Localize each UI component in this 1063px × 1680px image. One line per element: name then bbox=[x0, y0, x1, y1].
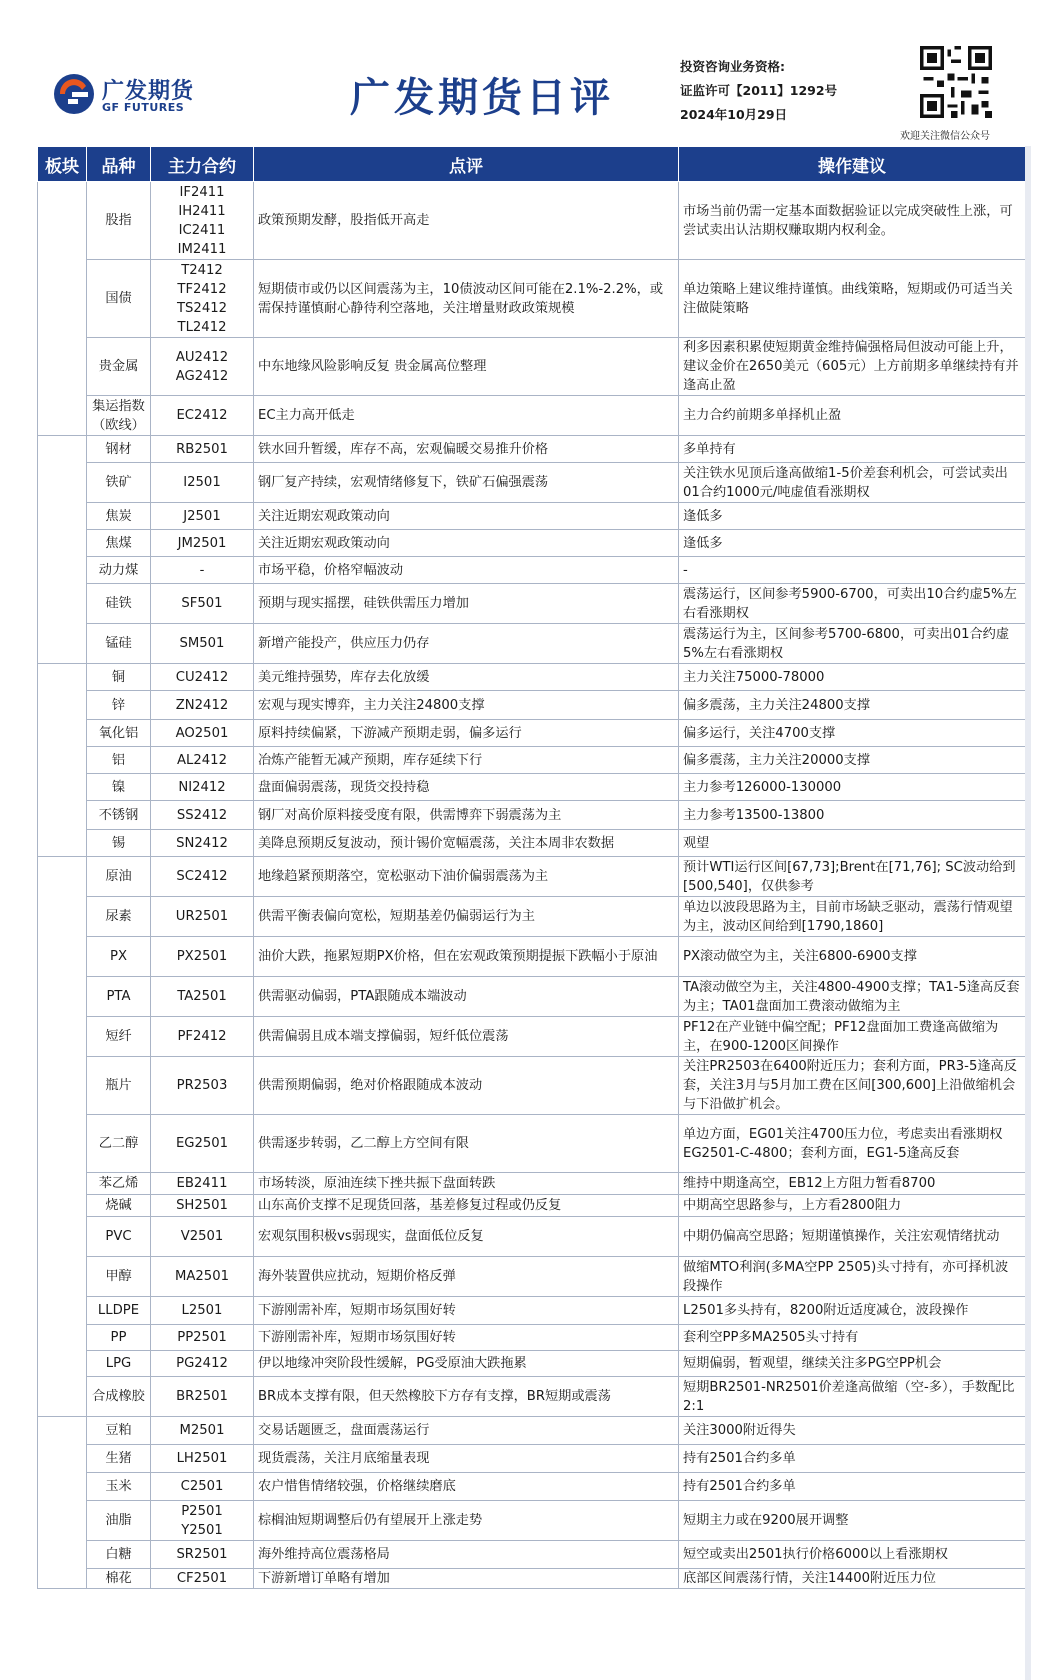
table-row bbox=[38, 338, 1026, 396]
comment-cell: 海外装置供应扰动，短期价格反弹 bbox=[254, 1257, 679, 1297]
logo-chinese-name: 广发期货 bbox=[102, 79, 195, 104]
contract-cell: P2501 Y2501 bbox=[151, 1501, 254, 1541]
table-body bbox=[38, 182, 1026, 1589]
table-row bbox=[38, 463, 1026, 503]
contract-cell: UR2501 bbox=[151, 897, 254, 937]
comment-cell: 铁水回升暂缓，库存不高，宏观偏暖交易推升价格 bbox=[254, 436, 679, 463]
product-cell: 豆粕 bbox=[87, 1417, 151, 1445]
comment-cell: 市场平稳，价格窄幅波动 bbox=[254, 557, 679, 584]
comment-cell: 现货震荡，关注月底缩量表现 bbox=[254, 1445, 679, 1473]
table-row bbox=[38, 747, 1026, 774]
table-row bbox=[38, 1501, 1026, 1541]
advice-cell: 逢低多 bbox=[679, 503, 1026, 530]
advice-cell: 偏多震荡，主力关注20000支撑 bbox=[679, 747, 1026, 774]
product-cell: 瓶片 bbox=[87, 1057, 151, 1115]
table-row bbox=[38, 557, 1026, 584]
table-row bbox=[38, 720, 1026, 747]
contract-cell: JM2501 bbox=[151, 530, 254, 557]
product-cell: LLDPE bbox=[87, 1297, 151, 1325]
contract-cell: SF501 bbox=[151, 584, 254, 624]
table-row bbox=[38, 857, 1026, 897]
comment-cell: BR成本支撑有限，但天然橡胶下方存有支撑，BR短期或震荡 bbox=[254, 1377, 679, 1417]
product-cell: 烧碱 bbox=[87, 1195, 151, 1217]
product-cell: 生猪 bbox=[87, 1445, 151, 1473]
product-cell: 贵金属 bbox=[87, 338, 151, 396]
comment-cell: 市场转淡，原油连续下挫共振下盘面转跌 bbox=[254, 1173, 679, 1195]
contract-cell: BR2501 bbox=[151, 1377, 254, 1417]
contract-cell: V2501 bbox=[151, 1217, 254, 1257]
comment-cell: 交易话题匮乏，盘面震荡运行 bbox=[254, 1417, 679, 1445]
table-row bbox=[38, 1297, 1026, 1325]
table-row bbox=[38, 1377, 1026, 1417]
table-header-row bbox=[38, 147, 1026, 182]
comment-cell: 棕榈油短期调整后仍有望展开上涨走势 bbox=[254, 1501, 679, 1541]
advice-cell: 单边方面，EG01关注4700压力位，考虑卖出看涨期权EG2501-C-4800；套利方面，EG1-5逢高反套 bbox=[679, 1115, 1026, 1173]
contract-cell: CF2501 bbox=[151, 1569, 254, 1589]
advice-cell: 多单持有 bbox=[679, 436, 1026, 463]
product-cell: 锌 bbox=[87, 691, 151, 720]
advice-cell: 利多因素积累使短期黄金维持偏强格局但波动可能上升，建议金价在2650美元（605元）上方前期多单继续持有并逢高止盈 bbox=[679, 338, 1026, 396]
product-cell: 不锈钢 bbox=[87, 801, 151, 830]
comment-cell: 油价大跌，拖累短期PX价格，但在宏观政策预期提振下跌幅小于原油 bbox=[254, 937, 679, 977]
contract-cell: C2501 bbox=[151, 1473, 254, 1501]
table-row bbox=[38, 1569, 1026, 1589]
table-row bbox=[38, 1417, 1026, 1445]
advice-cell: 关注3000附近得失 bbox=[679, 1417, 1026, 1445]
sector-cell-finance: 金融 bbox=[38, 182, 87, 436]
product-cell: 焦煤 bbox=[87, 530, 151, 557]
contract-cell: - bbox=[151, 557, 254, 584]
advice-cell: PF12在产业链中偏空配；PF12盘面加工费逢高做缩为主，在900-1200区间操作 bbox=[679, 1017, 1026, 1057]
advice-cell: TA滚动做空为主，关注4800-4900支撑；TA1-5逢高反套为主；TA01盘面加工费滚动做缩为主 bbox=[679, 977, 1026, 1017]
product-cell: 集运指数 （欧线） bbox=[87, 396, 151, 436]
column-header-product: 品种 bbox=[87, 147, 151, 182]
product-cell: 股指 bbox=[87, 182, 151, 260]
contract-cell: PF2412 bbox=[151, 1017, 254, 1057]
table-row bbox=[38, 1541, 1026, 1569]
product-cell: 乙二醇 bbox=[87, 1115, 151, 1173]
advice-cell: 主力合约前期多单择机止盈 bbox=[679, 396, 1026, 436]
table-row bbox=[38, 1195, 1026, 1217]
comment-cell: 新增产能投产，供应压力仍存 bbox=[254, 624, 679, 664]
advice-cell: 逢低多 bbox=[679, 530, 1026, 557]
comment-cell: 政策预期发酵，股指低开高走 bbox=[254, 182, 679, 260]
advice-cell: 短期偏弱，暂观望，继续关注多PG空PP机会 bbox=[679, 1351, 1026, 1377]
contract-cell: AO2501 bbox=[151, 720, 254, 747]
table-row bbox=[38, 1057, 1026, 1115]
contract-cell: CU2412 bbox=[151, 664, 254, 691]
contract-cell: SN2412 bbox=[151, 830, 254, 857]
product-cell: PP bbox=[87, 1325, 151, 1351]
comment-cell: 原料持续偏紧，下游减产预期走弱，偏多运行 bbox=[254, 720, 679, 747]
contract-cell: EB2411 bbox=[151, 1173, 254, 1195]
qualification-line-1: 投资咨询业务资格: bbox=[680, 59, 785, 74]
contract-cell: AU2412 AG2412 bbox=[151, 338, 254, 396]
comment-cell: 美降息预期反复波动，预计锡价宽幅震荡，关注本周非农数据 bbox=[254, 830, 679, 857]
comment-cell: 供需逐步转弱，乙二醇上方空间有限 bbox=[254, 1115, 679, 1173]
table-row bbox=[38, 1257, 1026, 1297]
sector-cell-nonferrous: 有色 bbox=[38, 664, 87, 857]
table-row bbox=[38, 503, 1026, 530]
contract-cell: AL2412 bbox=[151, 747, 254, 774]
right-edge-bar bbox=[1025, 146, 1031, 1680]
advice-cell: 套利空PP多MA2505头寸持有 bbox=[679, 1325, 1026, 1351]
table-row bbox=[38, 801, 1026, 830]
contract-cell: SH2501 bbox=[151, 1195, 254, 1217]
table-row bbox=[38, 1351, 1026, 1377]
table-row bbox=[38, 1473, 1026, 1501]
comment-cell: 中东地缘风险影响反复 贵金属高位整理 bbox=[254, 338, 679, 396]
table-row bbox=[38, 1325, 1026, 1351]
report-date: 2024年10月29日 bbox=[680, 107, 788, 122]
comment-cell: 供需偏弱且成本端支撑偏弱，短纤低位震荡 bbox=[254, 1017, 679, 1057]
contract-cell: SM501 bbox=[151, 624, 254, 664]
comment-cell: 供需驱动偏弱，PTA跟随成本端波动 bbox=[254, 977, 679, 1017]
product-cell: 氧化铝 bbox=[87, 720, 151, 747]
advice-cell: 主力参考13500-13800 bbox=[679, 801, 1026, 830]
advice-cell: 维持中期逢高空，EB12上方阻力暂看8700 bbox=[679, 1173, 1026, 1195]
contract-cell: PX2501 bbox=[151, 937, 254, 977]
advice-cell: 震荡运行为主，区间参考5700-6800，可卖出01合约虚5%左右看涨期权 bbox=[679, 624, 1026, 664]
advice-cell: L2501多头持有，8200附近适度减仓，波段操作 bbox=[679, 1297, 1026, 1325]
comment-cell: 伊以地缘冲突阶段性缓解，PG受原油大跌拖累 bbox=[254, 1351, 679, 1377]
contract-cell: LH2501 bbox=[151, 1445, 254, 1473]
table-row bbox=[38, 774, 1026, 801]
table-row bbox=[38, 691, 1026, 720]
comment-cell: 美元维持强势，库存去化放缓 bbox=[254, 664, 679, 691]
advice-cell: 预计WTI运行区间[67,73];Brent在[71,76]; SC波动给到[500,540]，仅供参考 bbox=[679, 857, 1026, 897]
advice-cell: 底部区间震荡行情，关注14400附近压力位 bbox=[679, 1569, 1026, 1589]
comment-cell: 海外维持高位震荡格局 bbox=[254, 1541, 679, 1569]
comment-cell: 预期与现实摇摆，硅铁供需压力增加 bbox=[254, 584, 679, 624]
comment-cell: 关注近期宏观政策动向 bbox=[254, 503, 679, 530]
product-cell: 原油 bbox=[87, 857, 151, 897]
comment-cell: 农户惜售情绪较强，价格继续磨底 bbox=[254, 1473, 679, 1501]
contract-cell: PR2503 bbox=[151, 1057, 254, 1115]
contract-cell: SC2412 bbox=[151, 857, 254, 897]
product-cell: 棉花 bbox=[87, 1569, 151, 1589]
advice-cell: 偏多运行，关注4700支撑 bbox=[679, 720, 1026, 747]
advice-cell: 关注PR2503在6400附近压力；套利方面，PR3-5逢高反套，关注3月与5月加工费在区间[300,600]上沿做缩机会与下沿做扩机会。 bbox=[679, 1057, 1026, 1115]
product-cell: 短纤 bbox=[87, 1017, 151, 1057]
daily-review-table bbox=[37, 146, 1026, 1589]
table-row bbox=[38, 182, 1026, 260]
product-cell: 焦炭 bbox=[87, 503, 151, 530]
column-header-sector: 板块 bbox=[38, 147, 87, 182]
contract-cell: PP2501 bbox=[151, 1325, 254, 1351]
advice-cell: 观望 bbox=[679, 830, 1026, 857]
advice-cell: 做缩MTO利润(多MA空PP 2505)头寸持有，亦可择机波段操作 bbox=[679, 1257, 1026, 1297]
product-cell: PX bbox=[87, 937, 151, 977]
product-cell: 铜 bbox=[87, 664, 151, 691]
contract-cell: EG2501 bbox=[151, 1115, 254, 1173]
sector-cell-black: 黑色 bbox=[38, 436, 87, 664]
qualification-block bbox=[680, 55, 837, 127]
table-row bbox=[38, 977, 1026, 1017]
product-cell: 动力煤 bbox=[87, 557, 151, 584]
product-cell: PVC bbox=[87, 1217, 151, 1257]
comment-cell: 山东高价支撑不足现货回落，基差修复过程或仍反复 bbox=[254, 1195, 679, 1217]
product-cell: 苯乙烯 bbox=[87, 1173, 151, 1195]
advice-cell: PX滚动做空为主，关注6800-6900支撑 bbox=[679, 937, 1026, 977]
table-row bbox=[38, 1017, 1026, 1057]
contract-cell: NI2412 bbox=[151, 774, 254, 801]
comment-cell: 短期债市或仍以区间震荡为主，10债波动区间可能在2.1%-2.2%，或需保持谨慎耐心静待利空落地，关注增量财政政策规模 bbox=[254, 260, 679, 338]
page-title: 广发期货日评 bbox=[350, 75, 614, 121]
contract-cell: ZN2412 bbox=[151, 691, 254, 720]
advice-cell: 偏多震荡，主力关注24800支撑 bbox=[679, 691, 1026, 720]
contract-cell: SS2412 bbox=[151, 801, 254, 830]
advice-cell: 中期高空思路参与，上方看2800阻力 bbox=[679, 1195, 1026, 1217]
product-cell: 尿素 bbox=[87, 897, 151, 937]
comment-cell: 盘面偏弱震荡，现货交投持稳 bbox=[254, 774, 679, 801]
contract-cell: M2501 bbox=[151, 1417, 254, 1445]
product-cell: LPG bbox=[87, 1351, 151, 1377]
product-cell: 国债 bbox=[87, 260, 151, 338]
table-row bbox=[38, 530, 1026, 557]
advice-cell: 持有2501合约多单 bbox=[679, 1473, 1026, 1501]
contract-cell: TA2501 bbox=[151, 977, 254, 1017]
product-cell: 锡 bbox=[87, 830, 151, 857]
product-cell: 钢材 bbox=[87, 436, 151, 463]
table-row bbox=[38, 830, 1026, 857]
logo-english-name: GF FUTURES bbox=[102, 101, 185, 114]
product-cell: 甲醇 bbox=[87, 1257, 151, 1297]
contract-cell: SR2501 bbox=[151, 1541, 254, 1569]
product-cell: 白糖 bbox=[87, 1541, 151, 1569]
contract-cell: J2501 bbox=[151, 503, 254, 530]
advice-cell: 持有2501合约多单 bbox=[679, 1445, 1026, 1473]
product-cell: 合成橡胶 bbox=[87, 1377, 151, 1417]
comment-cell: 关注近期宏观政策动向 bbox=[254, 530, 679, 557]
product-cell: 铁矿 bbox=[87, 463, 151, 503]
advice-cell: 单边以波段思路为主，目前市场缺乏驱动，震荡行情观望为主，波动区间给到[1790,1860] bbox=[679, 897, 1026, 937]
comment-cell: EC主力高开低走 bbox=[254, 396, 679, 436]
product-cell: 玉米 bbox=[87, 1473, 151, 1501]
contract-cell: I2501 bbox=[151, 463, 254, 503]
contract-cell: MA2501 bbox=[151, 1257, 254, 1297]
contract-cell: RB2501 bbox=[151, 436, 254, 463]
gf-logo-icon bbox=[52, 72, 96, 116]
contract-cell: PG2412 bbox=[151, 1351, 254, 1377]
comment-cell: 地缘趋紧预期落空，宽松驱动下油价偏弱震荡为主 bbox=[254, 857, 679, 897]
product-cell: 硅铁 bbox=[87, 584, 151, 624]
table-row bbox=[38, 1217, 1026, 1257]
table-row bbox=[38, 436, 1026, 463]
contract-cell: L2501 bbox=[151, 1297, 254, 1325]
qualification-line-2: 证监许可【2011】1292号 bbox=[680, 83, 838, 98]
advice-cell: 单边策略上建议维持谨慎。曲线策略，短期或仍可适当关注做陡策略 bbox=[679, 260, 1026, 338]
column-header-comment: 点评 bbox=[254, 147, 679, 182]
sector-cell-energy: 能源 化工 bbox=[38, 857, 87, 1417]
comment-cell: 下游刚需补库，短期市场氛围好转 bbox=[254, 1325, 679, 1351]
advice-cell: 关注铁水见顶后逢高做缩1-5价差套利机会，可尝试卖出01合约1000元/吨虚值看涨期权 bbox=[679, 463, 1026, 503]
column-header-contract: 主力合约 bbox=[151, 147, 254, 182]
advice-cell: 市场当前仍需一定基本面数据验证以完成突破性上涨，可尝试卖出认沽期权赚取期内权利金。 bbox=[679, 182, 1026, 260]
contract-cell: IF2411 IH2411 IC2411 IM2411 bbox=[151, 182, 254, 260]
advice-cell: 震荡运行，区间参考5900-6700，可卖出10合约虚5%左右看涨期权 bbox=[679, 584, 1026, 624]
advice-cell: - bbox=[679, 557, 1026, 584]
table-row bbox=[38, 1445, 1026, 1473]
comment-cell: 供需平衡表偏向宽松，短期基差仍偏弱运行为主 bbox=[254, 897, 679, 937]
advice-cell: 主力关注75000-78000 bbox=[679, 664, 1026, 691]
qr-caption: 欢迎关注微信公众号 bbox=[900, 131, 990, 142]
comment-cell: 供需预期偏弱，绝对价格跟随成本波动 bbox=[254, 1057, 679, 1115]
table-row bbox=[38, 396, 1026, 436]
contract-cell: EC2412 bbox=[151, 396, 254, 436]
comment-cell: 宏观氛围积极vs弱现实，盘面低位反复 bbox=[254, 1217, 679, 1257]
comment-cell: 下游新增订单略有增加 bbox=[254, 1569, 679, 1589]
table-row bbox=[38, 664, 1026, 691]
advice-cell: 主力参考126000-130000 bbox=[679, 774, 1026, 801]
comment-cell: 冶炼产能暂无减产预期，库存延续下行 bbox=[254, 747, 679, 774]
column-header-advice: 操作建议 bbox=[679, 147, 1026, 182]
advice-cell: 中期仍偏高空思路；短期谨慎操作，关注宏观情绪扰动 bbox=[679, 1217, 1026, 1257]
table-row bbox=[38, 937, 1026, 977]
product-cell: 铝 bbox=[87, 747, 151, 774]
contract-cell: T2412 TF2412 TS2412 TL2412 bbox=[151, 260, 254, 338]
table-row bbox=[38, 897, 1026, 937]
product-cell: 油脂 bbox=[87, 1501, 151, 1541]
report-header bbox=[0, 0, 1063, 145]
wechat-qr-code-icon bbox=[920, 46, 992, 118]
table-row bbox=[38, 1173, 1026, 1195]
comment-cell: 下游刚需补库，短期市场氛围好转 bbox=[254, 1297, 679, 1325]
advice-cell: 短空或卖出2501执行价格6000以上看涨期权 bbox=[679, 1541, 1026, 1569]
table-row bbox=[38, 624, 1026, 664]
gf-futures-logo bbox=[52, 72, 212, 122]
comment-cell: 钢厂对高价原料接受度有限，供需博弈下弱震荡为主 bbox=[254, 801, 679, 830]
comment-cell: 宏观与现实博弈，主力关注24800支撑 bbox=[254, 691, 679, 720]
sector-cell-agri: 农产品 bbox=[38, 1417, 87, 1589]
product-cell: 镍 bbox=[87, 774, 151, 801]
advice-cell: 短期BR2501-NR2501价差逢高做缩（空-多），手数配比2:1 bbox=[679, 1377, 1026, 1417]
product-cell: PTA bbox=[87, 977, 151, 1017]
comment-cell: 钢厂复产持续，宏观情绪修复下，铁矿石偏强震荡 bbox=[254, 463, 679, 503]
product-cell: 锰硅 bbox=[87, 624, 151, 664]
table-row bbox=[38, 584, 1026, 624]
advice-cell: 短期主力或在9200展开调整 bbox=[679, 1501, 1026, 1541]
table-row bbox=[38, 1115, 1026, 1173]
table-row bbox=[38, 260, 1026, 338]
